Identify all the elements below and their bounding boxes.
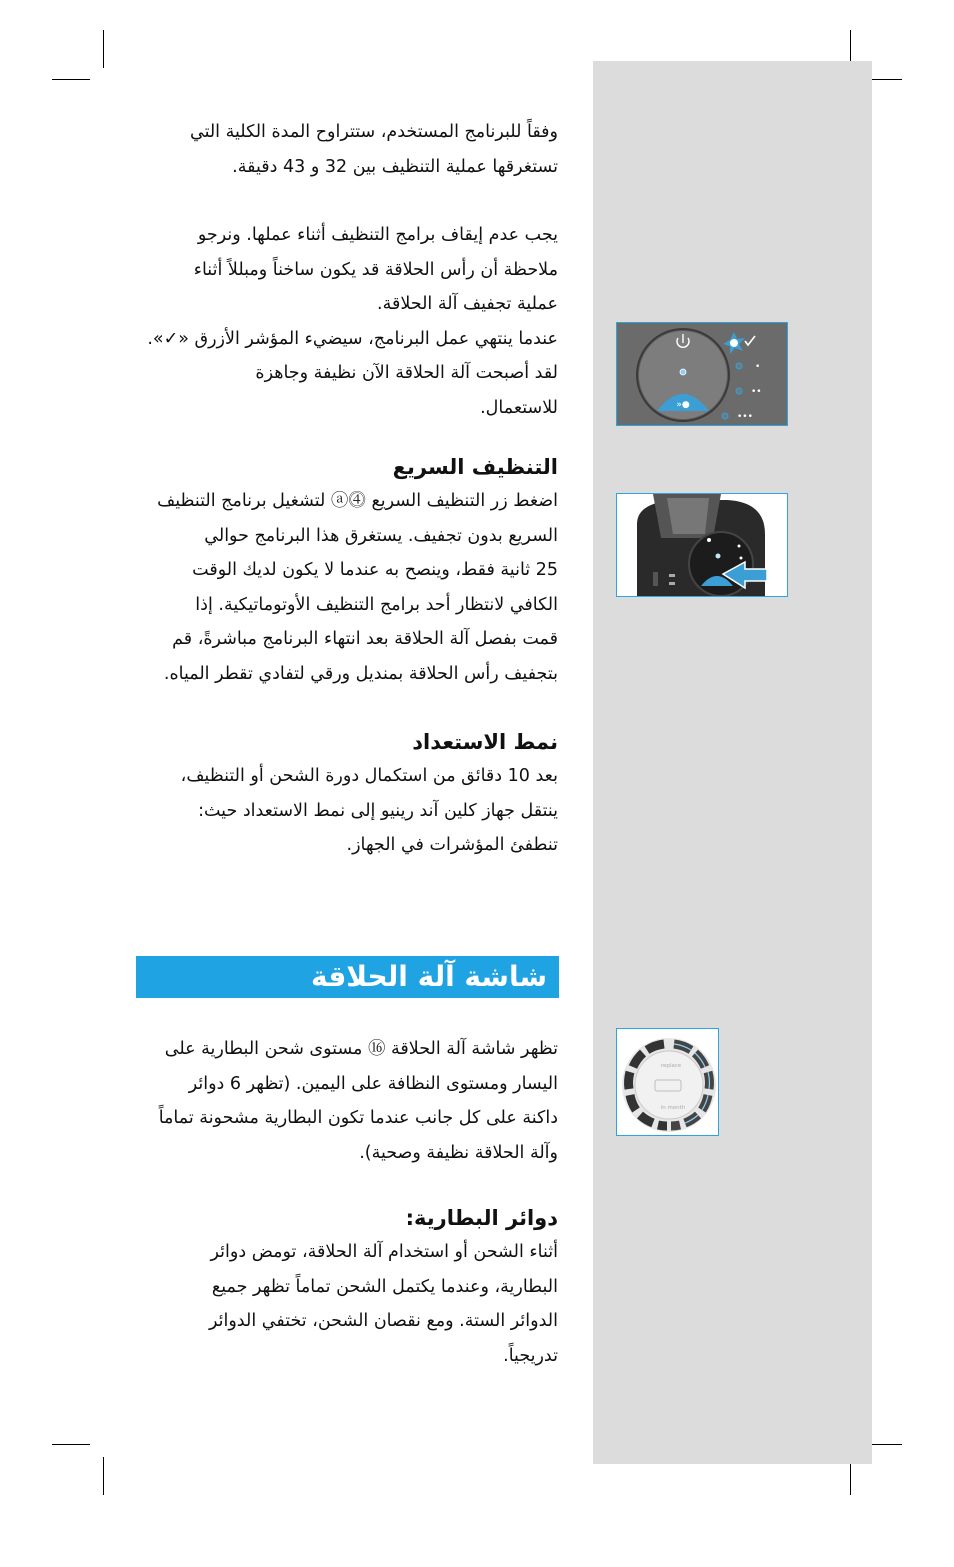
text-line: ينتقل جهاز كلين آند رينيو إلى نمط الاستعداد حيث:	[198, 800, 558, 821]
text-line: اليسار ومستوى النظافة على اليمين. (تظهر 6 دوائر	[188, 1073, 558, 1094]
text-line: للاستعمال.	[480, 397, 558, 418]
display-description	[136, 1032, 558, 1170]
crop-mark	[103, 30, 104, 68]
svg-text:•: •	[755, 362, 761, 372]
crop-mark	[52, 79, 90, 80]
standby-section	[136, 725, 558, 863]
text-line: وفقاً للبرنامج المستخدم، ستتراوح المدة الكلية التي	[189, 122, 558, 142]
text-line: ملاحظة أن رأس الحلاقة قد يكون ساخناً ومبللاً أثناء	[193, 259, 558, 280]
section-heading: التنظيف السريع	[392, 455, 558, 479]
text-line: 25 ثانية فقط، وينصح به عندما لا يكون لديك الوقت	[192, 560, 558, 580]
cleaning-duration-text	[136, 115, 558, 184]
quick-clean-figure	[616, 493, 788, 597]
quick-clean-label: »●	[676, 400, 690, 410]
text-line: عملية تجفيف آلة الحلاقة.	[377, 294, 558, 314]
shaver-display-figure	[616, 1028, 719, 1136]
svg-text:•••: •••	[737, 412, 753, 422]
quick-cleaning-section	[136, 450, 558, 691]
crop-mark	[52, 1444, 90, 1445]
text-line: وآلة الحلاقة نظيفة وصحية).	[359, 1142, 558, 1163]
text-line: بعد 10 دقائق من استكمال دورة الشحن أو التنظيف،	[180, 766, 558, 786]
control-panel-figure	[616, 322, 788, 426]
battery-section	[136, 1201, 558, 1373]
text-line: قمت بفصل آلة الحلاقة بعد انتهاء البرنامج مباشرةً، قم	[172, 629, 558, 649]
text-line: يجب عدم إيقاف برامج التنظيف أثناء عملها. ونرجو	[197, 225, 558, 245]
text-line: البطارية، وعندما يكتمل الشحن تماماً تظهر جميع	[211, 1276, 558, 1297]
text-line: تدريجياً.	[503, 1345, 558, 1366]
text-line: أثناء الشحن أو استخدام آلة الحلاقة، تومض دوائر	[210, 1242, 558, 1262]
section-title-bar: شاشة آلة الحلاقة	[136, 956, 559, 998]
text-line: تستغرقها عملية التنظيف بين 32 و 43 دقيقة.	[232, 156, 558, 177]
text-line: اضغط زر التنظيف السريع ⓸ⓐ لتشغيل برنامج التنظيف	[157, 491, 558, 511]
text-line: عندما ينتهي عمل البرنامج، سيضيء المؤشر الأزرق «✓».	[147, 328, 558, 349]
crop-mark	[103, 1457, 104, 1495]
text-line: الكافي لانتظار أحد برامج التنظيف الأوتوماتيكية. إذا	[195, 594, 558, 615]
section-heading: نمط الاستعداد	[412, 730, 558, 754]
text-line: داكنة على كل جانب عندما تكون البطارية مشحونة تماماً	[158, 1108, 558, 1128]
text-line: السريع بدون تجفيف. يستغرق هذا البرنامج حوالي	[204, 525, 558, 546]
svg-text:••: ••	[751, 387, 762, 397]
display-label-bottom: in month	[660, 1105, 686, 1111]
text-line: تنطفئ المؤشرات في الجهاز.	[346, 835, 558, 855]
text-line: الدوائر الستة. ومع نقصان الشحن، تختفي الدوائر	[208, 1311, 558, 1331]
display-label-top: replace	[660, 1063, 682, 1069]
sidebar-panel	[593, 61, 872, 1464]
text-line: لقد أصبحت آلة الحلاقة الآن نظيفة وجاهزة	[255, 363, 558, 383]
cleaning-note-text	[136, 218, 558, 425]
text-line: تظهر شاشة آلة الحلاقة ⑯ مستوى شحن البطارية على	[164, 1039, 558, 1059]
section-heading: دوائر البطارية:	[405, 1206, 558, 1230]
text-line: بتجفيف رأس الحلاقة بمنديل ورقي لتفادي تقطر المياه.	[163, 663, 558, 684]
